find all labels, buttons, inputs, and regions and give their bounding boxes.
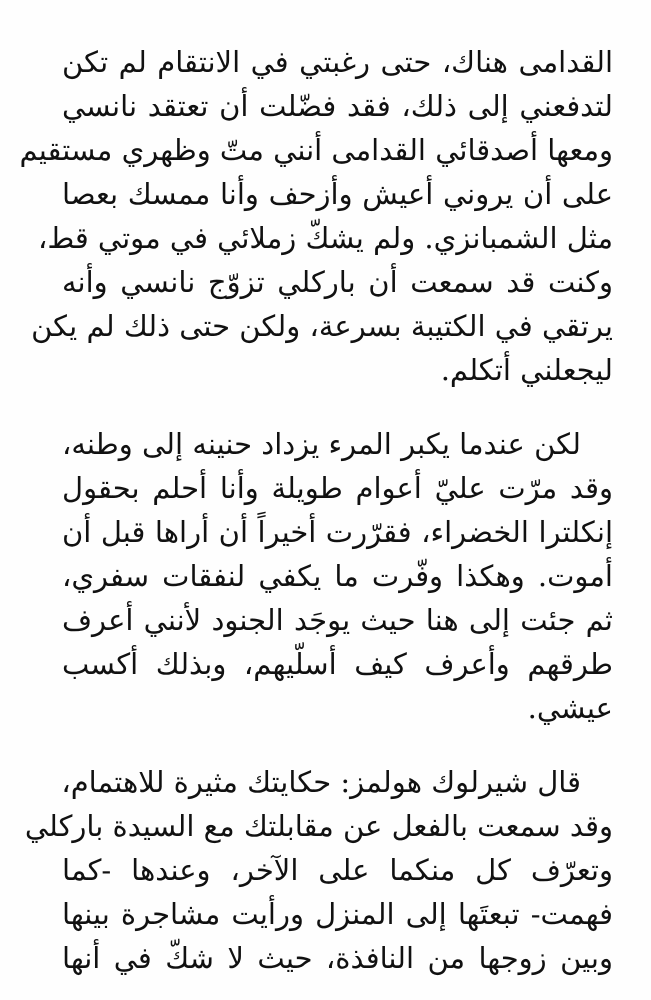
text-line: وبين زوجها من النافذة، حيث لا شكّ في أنها xyxy=(62,941,613,975)
text-line: فهمت- تبعتَها إلى المنزل ورأيت مشاجرة بينها xyxy=(62,897,613,931)
text-line: إنكلترا الخضراء، فقرّرت أخيراً أن أراها قبل أن xyxy=(62,515,613,549)
text-line: وقد مرّت عليّ أعوام طويلة وأنا أحلم بحقول xyxy=(62,471,613,505)
text-line: ليجعلني أتكلم. xyxy=(440,353,613,387)
text-line: وتعرّف كل منكما على الآخر، وعندها -كما xyxy=(62,853,613,887)
text-line: لكن عندما يكبر المرء يزداد حنينه إلى وطنه، xyxy=(62,427,581,461)
text-line: قال شيرلوك هولمز: حكايتك مثيرة للاهتمام، xyxy=(61,765,581,799)
text-line: لتدفعني إلى ذلك، فقد فضّلت أن تعتقد نانسي xyxy=(62,89,613,123)
text-line: ثم جئت إلى هنا حيث يوجَد الجنود لأنني أعرف xyxy=(62,603,613,637)
text-line: مثل الشمبانزي. ولم يشكّ زملائي في موتي قط، xyxy=(37,221,613,255)
text-line: ومعها أصدقائي القدامى أنني متّ وظهري مستقيم xyxy=(19,133,613,167)
text-line: وقد سمعت بالفعل عن مقابلتك مع السيدة باركلي xyxy=(24,809,613,843)
text-line: يرتقي في الكتيبة بسرعة، ولكن حتى ذلك لم يكن xyxy=(31,309,613,343)
text-line: عيشي. xyxy=(527,691,613,725)
text-line: القدامى هناك، حتى رغبتي في الانتقام لم تكن xyxy=(62,45,613,79)
text-line: طرقهم وأعرف كيف أسلّيهم، وبذلك أكسب xyxy=(62,647,613,681)
text-line: على أن يروني أعيش وأزحف وأنا ممسك بعصا xyxy=(62,177,613,211)
text-line: أموت. وهكذا وفّرت ما يكفي لنفقات سفري، xyxy=(62,559,613,593)
text-line: وكنت قد سمعت أن باركلي تزوّج نانسي وأنه xyxy=(62,265,613,299)
